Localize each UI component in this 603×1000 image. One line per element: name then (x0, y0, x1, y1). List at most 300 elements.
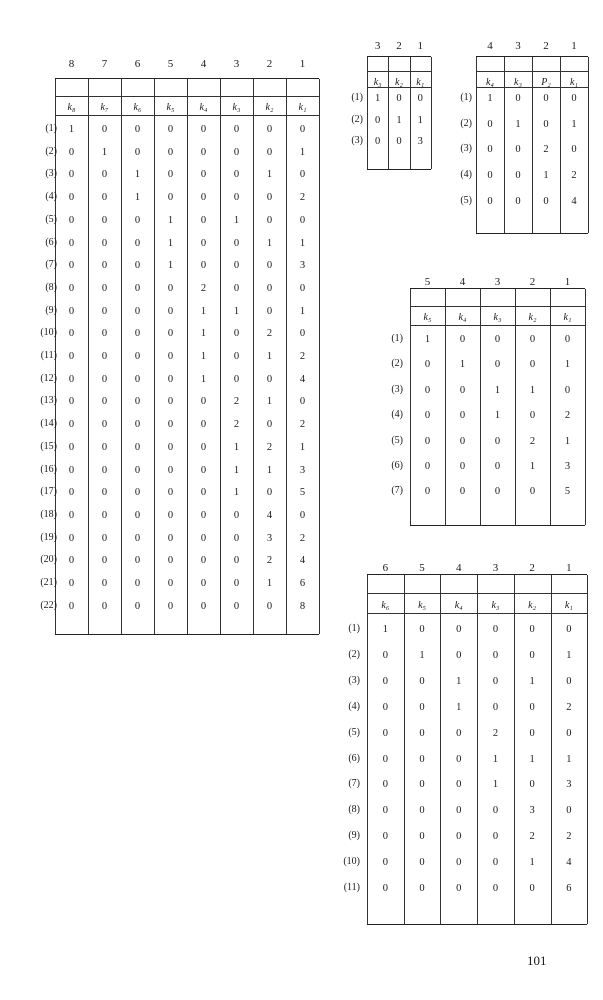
table-cell: 0 (68, 600, 75, 612)
table-cell: 0 (134, 464, 141, 476)
table-frame (476, 56, 588, 234)
table-cell: 4 (571, 195, 577, 207)
column-header: k₄ (458, 312, 467, 324)
row-label: (21) (40, 577, 57, 588)
table-cell: 0 (456, 779, 462, 791)
table-cell: 0 (382, 831, 388, 843)
table-cell: 1 (375, 93, 381, 104)
table-cell: 0 (167, 169, 174, 181)
table-cell: 1 (566, 753, 572, 765)
table-cell: 2 (492, 727, 499, 739)
table-cell: 0 (417, 93, 423, 104)
table-cell: 0 (200, 146, 207, 158)
column-header: k₃ (514, 76, 522, 88)
table-cell: 1 (494, 410, 501, 422)
table-cell: 0 (299, 214, 306, 226)
table-cell: 1 (200, 373, 207, 385)
column-rule (319, 79, 320, 634)
column-number: 4 (455, 562, 462, 574)
table-cell: 0 (134, 441, 141, 453)
column-header: k₅ (166, 102, 175, 114)
table-cell: 0 (167, 532, 174, 544)
column-number: 2 (529, 562, 535, 574)
row-label: (6) (391, 460, 403, 471)
table-cell: 0 (459, 486, 466, 498)
row-label: (3) (348, 674, 360, 686)
table-cell: 0 (266, 282, 273, 294)
table-cell: 0 (101, 464, 108, 476)
column-header: k₅ (418, 599, 426, 611)
table-cell: 0 (167, 509, 174, 521)
row-label: (8) (45, 281, 57, 293)
row-label: (10) (343, 856, 360, 868)
table-cell: 0 (101, 351, 108, 362)
table-cell: 6 (299, 578, 306, 589)
table-cell: 0 (101, 237, 108, 249)
table-cell: 0 (101, 441, 108, 453)
row-label: (7) (45, 259, 57, 271)
table-cell: 0 (200, 237, 207, 249)
table-frame (410, 288, 585, 526)
table-cell: 0 (134, 532, 141, 544)
table-cell: 1 (564, 435, 571, 447)
row-label: (11) (343, 882, 360, 893)
table-cell: 3 (299, 464, 306, 476)
table-cell: 0 (101, 419, 108, 431)
table-cell: 0 (68, 305, 75, 317)
table-cell: 0 (492, 649, 499, 661)
table-cell: 0 (382, 727, 388, 739)
table-cell: 0 (101, 169, 108, 181)
table-cell: 2 (266, 555, 273, 567)
table-cell: 0 (68, 441, 75, 453)
table-cell: 1 (494, 384, 501, 396)
column-header: k₁ (563, 312, 572, 324)
table-cell: 1 (529, 857, 535, 869)
table-cell: 1 (382, 624, 388, 635)
table-frame (367, 574, 587, 925)
column-header: k₁ (298, 102, 307, 114)
row-label: (6) (348, 752, 360, 764)
table-cell: 0 (266, 419, 273, 431)
table-cell: 0 (167, 192, 174, 204)
table-cell: 1 (134, 169, 141, 181)
table-cell: 0 (68, 532, 75, 544)
table-cell: 3 (299, 260, 306, 272)
column-header: k₃ (491, 599, 500, 611)
table-cell: 0 (167, 555, 174, 567)
row-label: (2) (348, 648, 360, 660)
row-label: (17) (40, 486, 57, 498)
table-cell: 0 (233, 146, 240, 158)
table-cell: 1 (299, 146, 306, 158)
table-cell: 0 (134, 509, 141, 521)
table-cell: 1 (233, 214, 240, 226)
table-cell: 0 (424, 359, 431, 371)
column-header: k₁ (564, 599, 573, 611)
table-cell: 0 (233, 328, 240, 340)
table-cell: 0 (233, 260, 240, 272)
table-cell: 0 (266, 487, 273, 499)
table-cell: 2 (299, 351, 306, 362)
table-cell: 0 (134, 237, 141, 249)
column-number: 2 (529, 276, 536, 288)
column-number: 1 (299, 58, 306, 70)
table-cell: 0 (456, 857, 462, 869)
table-cell: 0 (529, 624, 535, 635)
table-cell: 0 (459, 384, 466, 396)
table-cell: 3 (266, 532, 273, 544)
column-header: k₇ (100, 102, 109, 114)
table-cell: 0 (529, 779, 535, 791)
table-cell: 2 (571, 170, 577, 182)
table-cell: 0 (200, 441, 207, 453)
table-cell: 0 (419, 624, 425, 635)
table-cell: 0 (68, 555, 75, 567)
table-cell: 0 (134, 419, 141, 431)
table-cell: 0 (515, 170, 521, 182)
table-cell: 1 (266, 396, 273, 408)
column-number: 1 (566, 562, 572, 574)
table-cell: 0 (233, 373, 240, 385)
table-cell: 0 (68, 396, 75, 408)
row-label: (1) (391, 333, 403, 344)
table-cell: 0 (134, 600, 141, 612)
table-cell: 1 (200, 328, 207, 340)
table-cell: 0 (134, 328, 141, 340)
table-cell: 0 (200, 600, 207, 612)
column-header: k₂ (528, 599, 537, 611)
table-cell: 0 (101, 305, 108, 317)
table-cell: 0 (233, 282, 240, 294)
table-cell: 1 (515, 118, 521, 130)
table-cell: 0 (233, 578, 240, 589)
row-label: (16) (40, 463, 57, 475)
table-cell: 0 (266, 600, 273, 612)
column-number: 2 (266, 58, 273, 70)
row-label: (5) (460, 194, 472, 206)
table-cell: 0 (233, 192, 240, 204)
table-cell: 1 (419, 649, 425, 661)
table-cell: 0 (419, 805, 425, 817)
row-label: (3) (45, 168, 57, 180)
column-header: k₃ (493, 312, 502, 324)
column-header: k₈ (67, 102, 76, 114)
column-rule (431, 57, 432, 169)
table-cell: 1 (167, 237, 174, 249)
table-cell: 0 (529, 727, 535, 739)
table-cell: 0 (382, 779, 388, 791)
column-number: 3 (515, 40, 521, 52)
table-cell: 0 (200, 396, 207, 408)
column-header: k₁ (570, 76, 578, 88)
table-cell: 0 (233, 555, 240, 567)
column-numbers (55, 58, 319, 72)
table-cell: 0 (68, 509, 75, 521)
table-cell: 0 (494, 334, 501, 345)
table-cell: 1 (266, 237, 273, 249)
column-header: k₆ (381, 599, 390, 611)
column-number: 2 (543, 40, 549, 52)
table-cell: 0 (456, 649, 462, 661)
table-cell: 0 (200, 419, 207, 431)
column-header: P₂ (541, 76, 551, 88)
table-cell: 0 (68, 192, 75, 204)
table-cell: 0 (382, 701, 388, 713)
table-cell: 2 (543, 144, 549, 156)
table-cell: 0 (492, 883, 499, 894)
table-cell: 0 (424, 435, 431, 447)
row-label: (6) (45, 236, 57, 248)
row-label: (2) (351, 113, 363, 125)
table-frame (367, 56, 431, 170)
table-cell: 0 (167, 441, 174, 453)
table-cell: 4 (266, 509, 273, 521)
table-cell: 0 (492, 805, 499, 817)
table-cell: 0 (68, 578, 75, 589)
row-label: (5) (348, 726, 360, 738)
column-numbers (476, 40, 588, 54)
table-cell: 1 (266, 169, 273, 181)
table-cell: 1 (459, 359, 466, 371)
row-label: (3) (351, 135, 363, 147)
table-cell: 0 (543, 118, 549, 130)
table-cell: 0 (68, 351, 75, 362)
table-cell: 2 (299, 192, 306, 204)
column-header: k₃ (232, 102, 241, 114)
table-cell: 0 (167, 600, 174, 612)
table-cell: 0 (167, 305, 174, 317)
table-cell: 0 (68, 328, 75, 340)
table-cell: 0 (200, 578, 207, 589)
table-cell: 0 (419, 857, 425, 869)
row-label: (5) (45, 213, 57, 225)
table-cell: 0 (566, 675, 572, 687)
table-cell: 0 (543, 93, 549, 104)
table-cell: 1 (417, 114, 423, 126)
table-cell: 0 (424, 384, 431, 396)
table-cell: 2 (266, 328, 273, 340)
table-cell: 0 (382, 883, 388, 894)
table-cell: 0 (134, 260, 141, 272)
table-cell: 0 (167, 578, 174, 589)
table-cell: 0 (167, 396, 174, 408)
table-cell: 0 (101, 487, 108, 499)
table-cell: 0 (266, 260, 273, 272)
table-cell: 2 (564, 410, 571, 422)
table-cell: 0 (68, 260, 75, 272)
column-header: k₄ (199, 102, 208, 114)
table-cell: 0 (266, 305, 273, 317)
table-cell: 0 (101, 192, 108, 204)
table-cell: 0 (167, 328, 174, 340)
table-cell: 1 (233, 441, 240, 453)
column-header: k₁ (416, 76, 425, 88)
row-label: (20) (40, 554, 57, 566)
table-cell: 0 (167, 419, 174, 431)
table-cell: 0 (529, 410, 536, 422)
table-cell: 0 (419, 727, 425, 739)
table-cell: 1 (266, 351, 273, 362)
row-label: (1) (460, 92, 472, 103)
table-cell: 0 (233, 237, 240, 249)
row-label: (1) (351, 92, 363, 103)
header-rule (367, 71, 431, 72)
table-cell: 3 (417, 136, 423, 148)
column-header: k₃ (373, 76, 382, 88)
column-number: 3 (233, 58, 240, 70)
table-cell: 1 (266, 578, 273, 589)
table-cell: 1 (167, 214, 174, 226)
row-label: (11) (40, 350, 57, 361)
table-cell: 0 (101, 509, 108, 521)
table-cell: 0 (167, 464, 174, 476)
table-cell: 0 (456, 753, 462, 765)
table-cell: 0 (419, 675, 425, 687)
table-cell: 1 (456, 675, 462, 687)
row-label: (8) (348, 804, 360, 816)
column-header: k₆ (133, 102, 142, 114)
table-cell: 0 (419, 883, 425, 894)
table-cell: 0 (200, 124, 207, 135)
table-cell: 2 (266, 441, 273, 453)
table-cell: 0 (459, 334, 466, 345)
table-cell: 0 (424, 461, 431, 472)
table-cell: 1 (424, 334, 431, 345)
table-cell: 0 (200, 555, 207, 567)
table-cell: 0 (492, 675, 499, 687)
column-number: 1 (571, 40, 577, 52)
table-cell: 0 (299, 124, 306, 135)
table-cell: 0 (459, 410, 466, 422)
column-number: 5 (424, 276, 431, 288)
table-cell: 0 (419, 701, 425, 713)
table-cell: 0 (529, 649, 535, 661)
column-number: 4 (200, 58, 207, 70)
row-label: (2) (460, 117, 472, 129)
table-cell: 0 (424, 486, 431, 498)
column-header: k₄ (486, 76, 494, 88)
page-number: 101 (527, 953, 547, 968)
table-cell: 3 (566, 779, 572, 791)
table-cell: 0 (233, 351, 240, 362)
table-cell: 1 (299, 305, 306, 317)
table-cell: 2 (299, 419, 306, 431)
table-cell: 1 (200, 305, 207, 317)
column-rule (587, 575, 588, 924)
table-cell: 0 (396, 136, 402, 148)
table-cell: 0 (382, 753, 388, 765)
row-label: (22) (40, 599, 57, 611)
table-cell: 0 (543, 195, 549, 207)
table-cell: 0 (134, 214, 141, 226)
column-header: k₂ (394, 76, 403, 88)
table-cell: 1 (564, 359, 571, 371)
table-cell: 0 (456, 831, 462, 843)
table-cell: 0 (233, 509, 240, 521)
table-cell: 0 (68, 214, 75, 226)
row-label: (3) (460, 143, 472, 155)
row-label: (10) (40, 327, 57, 339)
row-label: (7) (348, 778, 360, 790)
row-label: (4) (45, 191, 57, 203)
table-cell: 0 (424, 410, 431, 422)
table-cell: 2 (566, 831, 572, 843)
table-cell: 0 (492, 624, 499, 635)
table-cell: 0 (68, 487, 75, 499)
table-cell: 0 (134, 305, 141, 317)
table-cell: 1 (299, 237, 306, 249)
table-cell: 0 (382, 805, 388, 817)
table-cell: 0 (529, 701, 535, 713)
table-cell: 2 (200, 282, 207, 294)
column-number: 4 (459, 276, 466, 288)
table-cell: 1 (134, 192, 141, 204)
table-cell: 0 (101, 578, 108, 589)
row-label: (14) (40, 418, 57, 430)
table-cell: 0 (200, 464, 207, 476)
table-cell: 0 (266, 214, 273, 226)
table-cell: 0 (167, 282, 174, 294)
table-cell: 4 (566, 857, 572, 869)
table-cell: 3 (564, 461, 571, 472)
table-cell: 0 (101, 396, 108, 408)
table-cell: 0 (266, 124, 273, 135)
table-cell: 1 (566, 649, 572, 661)
table-cell: 0 (492, 857, 499, 869)
column-number: 2 (396, 40, 402, 52)
table-cell: 0 (529, 883, 535, 894)
table-cell: 0 (487, 144, 493, 156)
table-cell: 0 (134, 578, 141, 589)
column-number: 8 (68, 58, 75, 70)
table-cell: 4 (299, 373, 306, 385)
table-cell: 1 (101, 146, 108, 158)
column-header: k₅ (423, 312, 432, 324)
table-cell: 0 (200, 169, 207, 181)
table-cell: 0 (134, 282, 141, 294)
row-label: (4) (348, 700, 360, 712)
table-cell: 0 (134, 124, 141, 135)
table-cell: 0 (564, 334, 571, 345)
table-cell: 0 (233, 600, 240, 612)
table-cell: 2 (566, 701, 572, 713)
table-cell: 1 (529, 675, 535, 687)
column-number: 3 (494, 276, 501, 288)
table-cell: 0 (459, 461, 466, 472)
table-cell: 0 (200, 487, 207, 499)
row-label: (13) (40, 395, 57, 407)
table-cell: 0 (529, 486, 536, 498)
table-cell: 0 (459, 435, 466, 447)
table-cell: 0 (68, 282, 75, 294)
table-cell: 0 (382, 857, 388, 869)
table-cell: 0 (167, 487, 174, 499)
table-cell: 0 (167, 373, 174, 385)
table-cell: 2 (529, 831, 535, 843)
column-numbers (367, 40, 431, 54)
table-cell: 0 (200, 532, 207, 544)
table-cell: 0 (456, 805, 462, 817)
table-cell: 0 (299, 396, 306, 408)
row-label: (9) (45, 304, 57, 316)
table-cell: 0 (515, 144, 521, 156)
column-number: 1 (417, 40, 423, 52)
table-cell: 0 (167, 124, 174, 135)
table-cell: 0 (68, 464, 75, 476)
table-cell: 0 (515, 195, 521, 207)
table-cell: 0 (266, 146, 273, 158)
